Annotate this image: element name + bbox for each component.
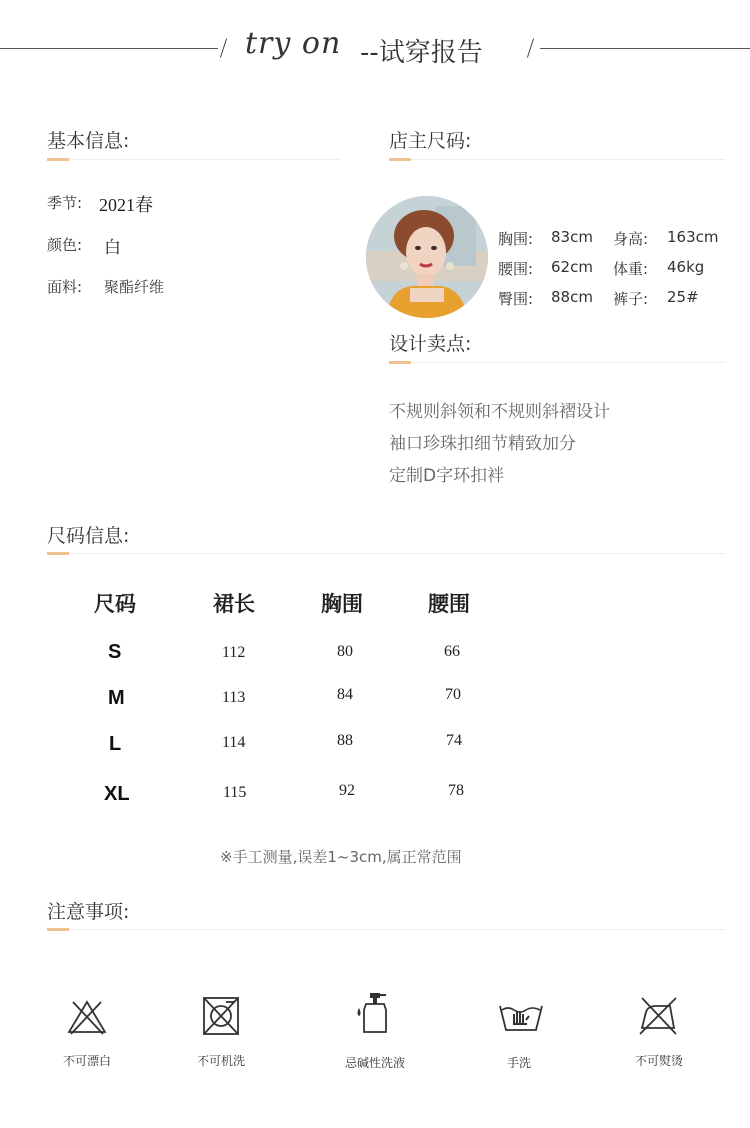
waist-cell: 66 [444, 643, 460, 660]
design-divider [389, 362, 725, 363]
size-column-header: 尺码 [94, 592, 136, 616]
shop-size-accent [389, 158, 411, 161]
waist-column-header: 腰围 [428, 592, 470, 616]
care-label: 不可漂白 [62, 1054, 111, 1068]
waist-cell: 70 [445, 686, 461, 703]
header-script-text: try on [245, 26, 342, 61]
chest-cell: 80 [337, 643, 353, 660]
header-slash-right [527, 38, 534, 57]
measurement-note: ※手工测量,误差1~3cm,属正常范围 [220, 848, 462, 866]
chest-cell: 84 [337, 686, 353, 703]
hand-wash-icon [498, 996, 544, 1042]
no-ironing-icon [636, 994, 682, 1040]
page-title: --试穿报告 [360, 38, 483, 68]
weight-value: 46kg [667, 258, 705, 276]
pants-value: 25# [667, 288, 699, 306]
length-cell: 114 [222, 734, 246, 751]
chest-cell: 92 [339, 782, 355, 799]
basic-info-accent [47, 158, 69, 161]
size-cell: S [108, 641, 122, 663]
size-cell: M [108, 687, 125, 709]
shop-size-divider [389, 159, 725, 160]
header-line-right [540, 48, 750, 49]
care-label: 不可熨烫 [634, 1054, 683, 1068]
header-line-left [0, 48, 218, 49]
color-label: 颜色: [47, 236, 83, 254]
fabric-value: 聚酯纤维 [104, 278, 165, 296]
care-accent [47, 928, 69, 931]
chest-value: 83cm [551, 228, 593, 246]
size-info-divider [47, 553, 725, 554]
chest-cell: 88 [337, 732, 353, 749]
model-avatar [366, 196, 488, 318]
color-value: 白 [104, 238, 121, 258]
care-label: 不可机洗 [196, 1054, 245, 1068]
hip-value: 88cm [551, 288, 593, 306]
height-value: 163cm [667, 228, 719, 246]
design-point: 袖口珍珠扣细节精致加分 [389, 434, 576, 454]
length-cell: 113 [222, 689, 246, 706]
waist-cell: 74 [446, 732, 462, 749]
pants-label: 裤子: [613, 290, 649, 308]
design-point: 定制D字环扣袢 [389, 466, 505, 486]
weight-label: 体重: [613, 260, 649, 278]
model-portrait-illustration [366, 196, 488, 318]
design-accent [389, 361, 411, 364]
design-point: 不规则斜领和不规则斜褶设计 [389, 402, 610, 422]
length-cell: 115 [223, 784, 247, 801]
hip-label: 臀围: [498, 290, 534, 308]
size-info-accent [47, 552, 69, 555]
care-label: 手洗 [506, 1056, 531, 1070]
care-label: 忌碱性洗液 [344, 1056, 405, 1070]
no-bleach-icon [64, 994, 110, 1040]
no-alkali-detergent-icon [352, 990, 398, 1036]
waist-label: 腰围: [498, 260, 534, 278]
height-label: 身高: [613, 230, 649, 248]
header-slash-left [220, 38, 227, 57]
fabric-label: 面料: [47, 278, 83, 296]
chest-label: 胸围: [498, 230, 534, 248]
design-heading: 设计卖点: [389, 333, 472, 355]
waist-value: 62cm [551, 258, 593, 276]
waist-cell: 78 [448, 782, 464, 799]
season-value: 2021春 [99, 195, 153, 215]
length-column-header: 裙长 [213, 592, 255, 616]
season-label: 季节: [47, 194, 83, 212]
size-cell: L [109, 733, 122, 755]
shop-size-heading: 店主尺码: [389, 130, 472, 152]
chest-column-header: 胸围 [321, 592, 363, 616]
care-heading: 注意事项: [47, 901, 130, 923]
basic-info-divider [47, 159, 340, 160]
no-machine-wash-icon [198, 994, 244, 1040]
care-divider [47, 929, 725, 930]
size-info-heading: 尺码信息: [47, 525, 130, 547]
length-cell: 112 [222, 644, 246, 661]
basic-info-heading: 基本信息: [47, 130, 130, 152]
size-cell: XL [104, 783, 130, 805]
